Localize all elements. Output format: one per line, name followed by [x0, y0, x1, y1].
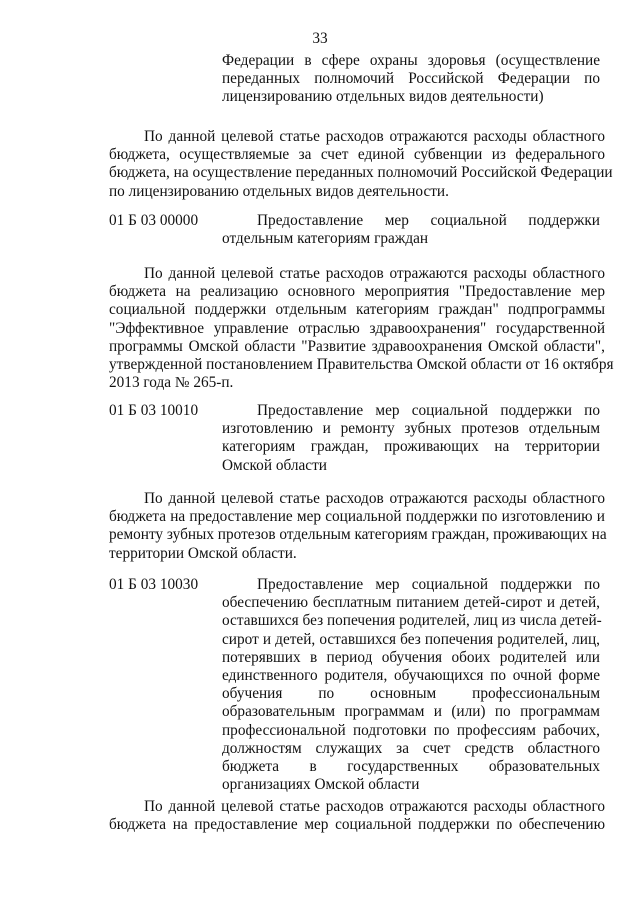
text-line: Федерации в сфере охраны здоровья (осуществление — [222, 52, 600, 69]
entry-description — [222, 212, 600, 248]
text-line: бюджета, на осуществление переданных полномочий Российской Федерации — [109, 164, 613, 182]
text-line: утвержденной постановлением Правительства Омской области от 16 октября — [109, 355, 614, 373]
text-line: обеспечению бесплатным питанием детей-сирот и детей, — [222, 594, 600, 612]
paragraph — [109, 265, 614, 392]
text-line: Предоставление мер социальной поддержки по — [257, 576, 600, 593]
budget-code: 01 Б 03 00000 — [109, 212, 199, 229]
text-line: Предоставление мер социальной поддержки по — [257, 402, 600, 419]
text-line: бюджета на реализацию основного мероприятия "Предоставление мер — [109, 283, 605, 301]
entry-description — [222, 402, 600, 475]
text-line: Предоставление мер социальной поддержки — [257, 212, 600, 229]
text-line: По данной целевой статье расходов отражаются расходы областного — [144, 490, 605, 507]
text-line: программы Омской области "Развитие здравоохранения Омской области", — [109, 337, 605, 355]
text-line: бюджета на предоставление мер социальной поддержки по изготовлению и — [109, 508, 605, 526]
budget-code: 01 Б 03 10010 — [109, 402, 199, 419]
paragraph — [109, 128, 613, 201]
text-line: должностям служащих за счет средств областного — [222, 739, 600, 757]
text-line: Омской области — [222, 456, 327, 474]
text-line: образовательным программам и (или) по программам — [222, 703, 600, 721]
text-line: профессиональной подготовки по профессиям рабочих, — [222, 721, 600, 739]
budget-code: 01 Б 03 10030 — [109, 576, 199, 593]
text-line: единственного родителя, обучающихся по очной форме — [222, 666, 600, 684]
text-line: изготовлению и ремонту зубных протезов отдельным — [222, 420, 600, 438]
text-line: оставшихся без попечения родителей, лиц из числа детей- — [222, 612, 602, 630]
text-line: бюджета, осуществляемые за счет единой субвенции из федерального — [109, 146, 605, 164]
text-line: По данной целевой статье расходов отражаются расходы областного — [144, 798, 605, 815]
paragraph — [109, 798, 605, 834]
text-line: По данной целевой статье расходов отражаются расходы областного — [144, 128, 605, 145]
text-line: сирот и детей, оставшихся без попечения родителей, лиц, — [222, 630, 600, 648]
text-line: "Эффективное управление отраслью здравоохранения" государственной — [109, 319, 605, 337]
text-line: категориям граждан, проживающих на территории — [222, 438, 600, 456]
text-line: ремонту зубных протезов отдельным категориям граждан, проживающих на — [109, 526, 607, 544]
paragraph — [109, 490, 605, 563]
text-line: организациях Омской области — [222, 776, 420, 794]
text-line: потерявших в период обучения обоих родителей или — [222, 648, 600, 666]
text-line: бюджета в государственных образовательных — [222, 757, 600, 775]
text-line: переданных полномочий Российской Федерации по — [222, 70, 600, 88]
text-line: обучения по основным профессиональным — [222, 685, 600, 703]
text-line: 2013 года № 265-п. — [109, 374, 234, 392]
text-line: территории Омской области. — [109, 544, 297, 562]
text-line: По данной целевой статье расходов отражаются расходы областного — [144, 265, 605, 282]
article-title-continuation — [222, 52, 600, 107]
entry-description — [222, 576, 600, 794]
text-line: по лицензированию отдельных видов деятельности. — [109, 182, 449, 200]
text-line: отдельным категориям граждан — [222, 230, 429, 248]
page-number: 33 — [312, 30, 328, 47]
text-line: лицензированию отдельных видов деятельности) — [222, 88, 544, 106]
text-line: бюджета на предоставление мер социальной поддержки по обеспечению — [109, 816, 605, 834]
text-line: социальной поддержки отдельным категориям граждан" подпрограммы — [109, 301, 605, 319]
